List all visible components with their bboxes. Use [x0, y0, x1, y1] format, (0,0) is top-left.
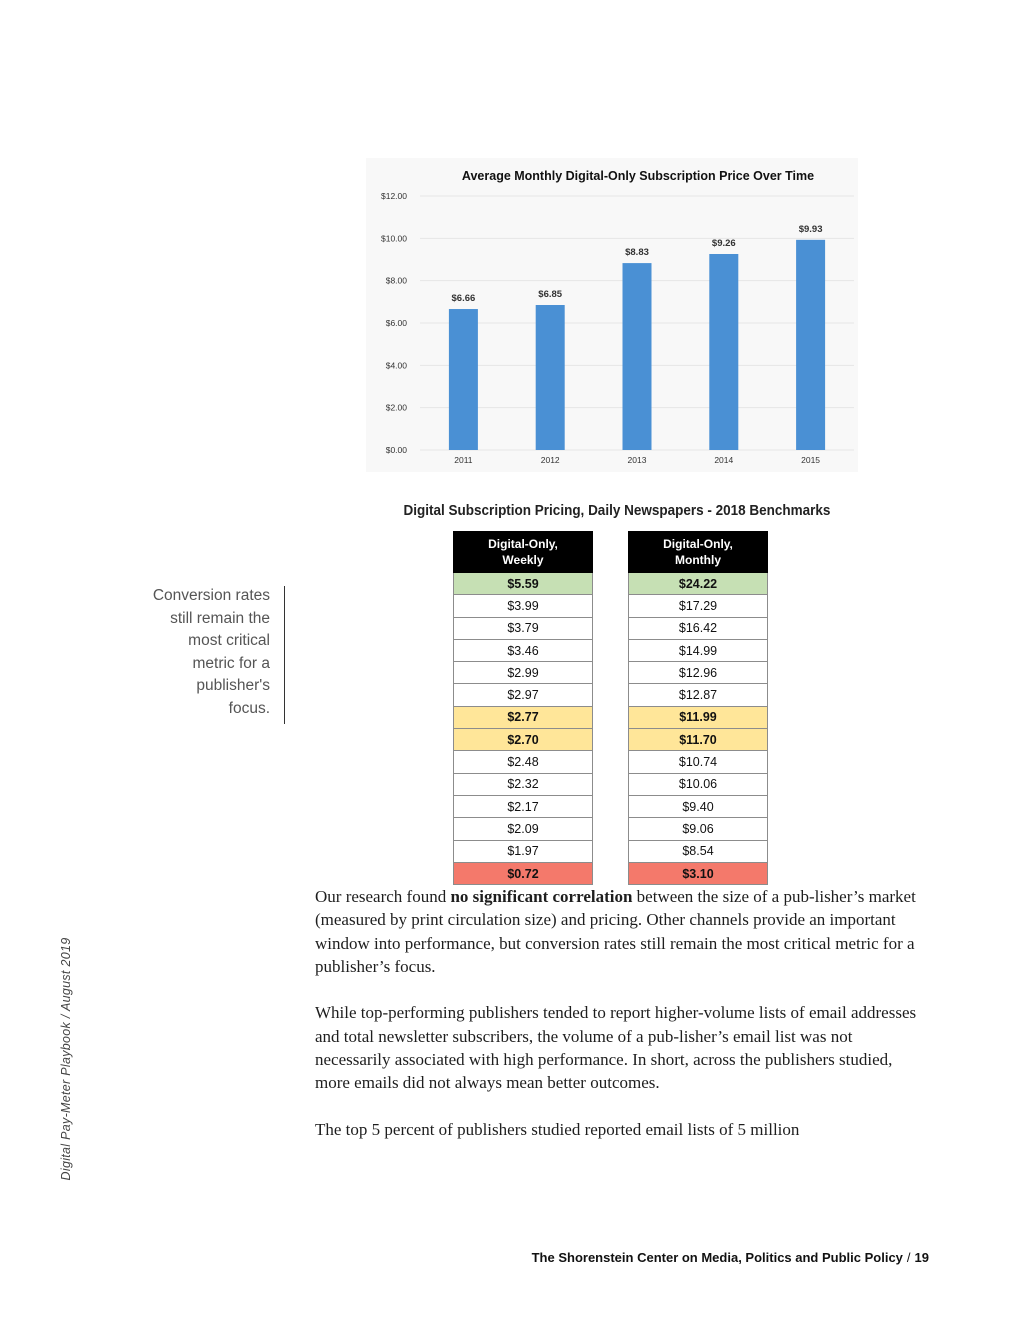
subscription-price-bar-chart: [366, 158, 858, 472]
paragraph: [315, 885, 925, 978]
monthly-price-cell: $8.54: [629, 840, 768, 862]
monthly-price-cell: $24.22: [629, 573, 768, 595]
weekly-price-cell: $5.59: [454, 573, 593, 595]
bar: [709, 254, 738, 450]
data-label: $9.26: [711, 237, 736, 249]
footer-separator: /: [906, 1250, 911, 1265]
x-tick-label: 2011: [454, 455, 473, 465]
weekly-header-line1: Digital-Only,: [488, 537, 558, 551]
weekly-price-cell: $2.70: [454, 729, 593, 751]
y-tick-label: $8.00: [385, 275, 407, 286]
body-text: [315, 885, 925, 1165]
monthly-price-cell: $9.40: [629, 795, 768, 817]
monthly-price-cell: $14.99: [629, 639, 768, 661]
monthly-price-table: [628, 531, 768, 885]
pull-quote-line: publisher's: [196, 677, 270, 695]
monthly-header-line2: Monthly: [675, 553, 721, 567]
pull-quote-line: focus.: [228, 699, 270, 717]
monthly-price-cell: $10.74: [629, 751, 768, 773]
benchmarks-title: Digital Subscription Pricing, Daily Newspapers - 2018 Benchmarks: [403, 502, 831, 519]
y-tick-label: $2.00: [385, 402, 407, 413]
x-tick-label: 2015: [801, 455, 821, 465]
weekly-price-table: [453, 531, 593, 885]
monthly-price-cell: $12.96: [629, 662, 768, 684]
y-tick-label: $6.00: [385, 318, 407, 328]
footer-org: The Shorenstein Center on Media, Politics and Public Policy: [531, 1250, 903, 1265]
chart-title: Average Monthly Digital-Only Subscription Price Over Time: [461, 169, 815, 183]
monthly-price-cell: $16.42: [629, 617, 768, 639]
weekly-price-cell: $2.09: [454, 818, 593, 840]
monthly-price-cell: $17.29: [629, 595, 768, 617]
monthly-price-cell: $11.99: [629, 706, 768, 728]
p1-emphasis: no significant correlation: [450, 887, 633, 906]
monthly-header: [629, 532, 768, 573]
y-tick-label: $0.00: [385, 445, 407, 455]
paragraph: The top 5 percent of publishers studied reported email lists of 5 million: [315, 1119, 800, 1139]
weekly-price-cell: $2.77: [454, 706, 593, 728]
bar: [536, 305, 565, 450]
x-tick-label: 2013: [627, 455, 647, 465]
p1-rest: between the size of a pub-lisher’s market (measured by print circulation size) and pricing. Other channels provide an important window into performance, but conversion rates still remain the most critical metric for a publisher’s focus.: [315, 887, 916, 976]
weekly-price-cell: $2.99: [454, 662, 593, 684]
data-label: $6.66: [451, 293, 476, 305]
data-label: $6.85: [538, 289, 563, 301]
pull-quote-line: metric for a: [192, 654, 270, 672]
y-tick-label: $10.00: [381, 233, 407, 244]
pull-quote: [130, 585, 270, 721]
pull-quote-line: still remain the: [170, 609, 270, 627]
weekly-header-line2: Weekly: [502, 553, 544, 567]
bar: [796, 240, 825, 450]
weekly-price-cell: $0.72: [454, 862, 593, 884]
data-label: $9.93: [798, 223, 823, 235]
monthly-price-cell: $10.06: [629, 773, 768, 795]
data-label: $8.83: [625, 247, 649, 259]
page-number: 19: [914, 1250, 929, 1265]
weekly-price-cell: $3.99: [454, 595, 593, 617]
pull-quote-line: most critical: [188, 632, 270, 650]
weekly-price-cell: $3.46: [454, 639, 593, 661]
side-running-title: Digital Pay-Meter Playbook / August 2019: [59, 937, 73, 1181]
monthly-price-cell: $9.06: [629, 818, 768, 840]
monthly-price-cell: $3.10: [629, 862, 768, 884]
paragraph: While top-performing publishers tended to report higher-volume lists of email addresses and total newsletter subscribers, the volume of a pub-lisher’s email list was not necessarily associated with high performance. In short, across the publishers studied, more emails did not always mean better outcomes.: [315, 1003, 917, 1093]
weekly-price-cell: $3.79: [454, 617, 593, 639]
chart-background: [366, 158, 858, 472]
monthly-price-cell: $11.70: [629, 729, 768, 751]
monthly-price-cell: $12.87: [629, 684, 768, 706]
weekly-price-cell: $1.97: [454, 840, 593, 862]
bar: [449, 309, 478, 450]
monthly-header-line1: Digital-Only,: [663, 537, 733, 551]
pull-quote-line: Conversion rates: [152, 587, 270, 604]
bar: [623, 263, 652, 450]
pull-quote-rule: [284, 586, 285, 724]
weekly-price-cell: $2.32: [454, 773, 593, 795]
weekly-price-cell: $2.17: [454, 795, 593, 817]
x-tick-label: 2012: [540, 455, 560, 465]
y-tick-label: $4.00: [385, 360, 407, 371]
y-tick-label: $12.00: [381, 191, 407, 201]
weekly-price-cell: $2.48: [454, 751, 593, 773]
x-tick-label: 2014: [714, 455, 734, 465]
weekly-header: [454, 532, 593, 573]
page-footer: [532, 1250, 929, 1265]
weekly-price-cell: $2.97: [454, 684, 593, 706]
p1-intro: Our research found: [315, 887, 451, 906]
